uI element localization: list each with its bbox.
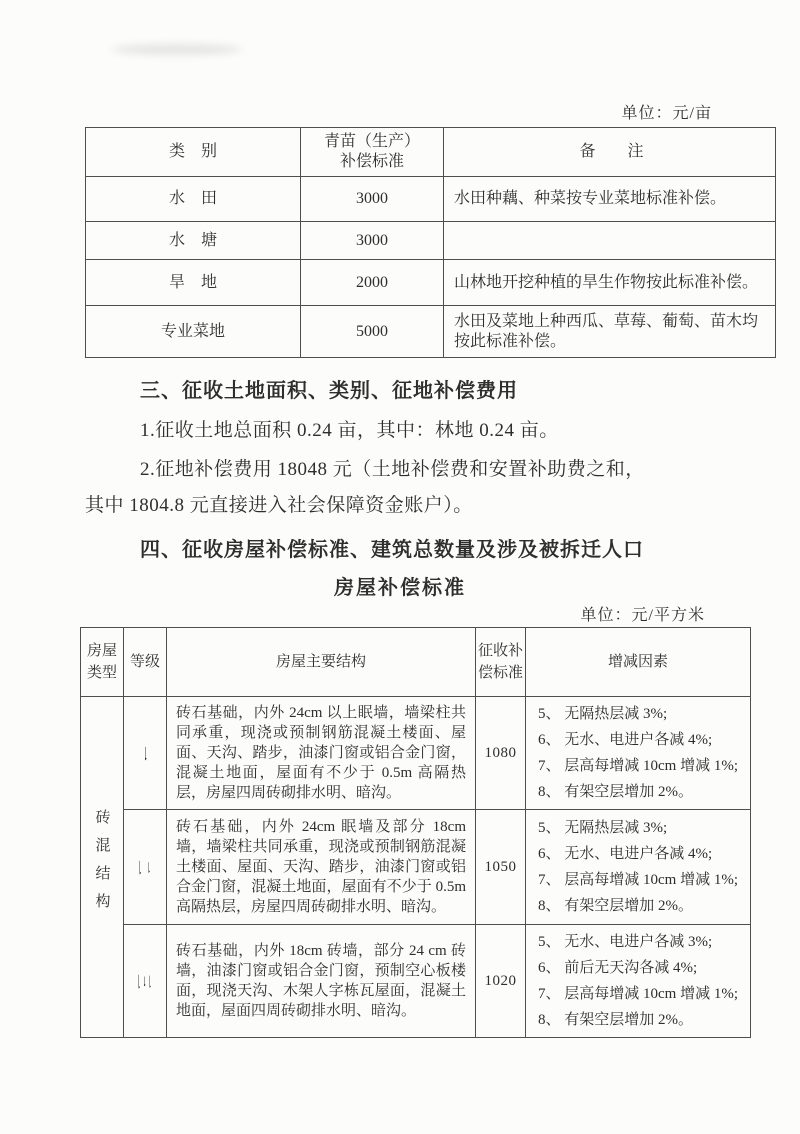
crop-cell-remark: 水田及菜地上种西瓜、草莓、葡萄、苗木均按此标准补偿。 xyxy=(444,306,776,358)
house-header-factors: 增减因素 xyxy=(526,628,751,697)
house-compensation-table xyxy=(80,627,751,1038)
factor-line: 8、 有架空层增加 2%。 xyxy=(538,1012,693,1028)
crop-cell-category: 旱 地 xyxy=(86,260,301,306)
crop-header-standard xyxy=(301,128,444,177)
table-row xyxy=(86,222,776,260)
factors-cell xyxy=(526,697,751,810)
crop-header-remark: 备 注 xyxy=(444,128,776,177)
factor-line: 5、 无水、电进户各减 3%; xyxy=(538,934,713,950)
factors-cell xyxy=(526,925,751,1038)
factor-line: 7、 层高每增减 10cm 增减 1%; xyxy=(538,758,738,774)
house-header-type: 房屋类型 xyxy=(81,628,124,697)
factor-line: 7、 层高每增减 10cm 增减 1%; xyxy=(538,986,738,1002)
structure-cell: 砖石基础，内外 18cm 砖墙，部分 24 cm 砖墙，油漆门窗或铝合金门窗，预制空心板楼面，现浇天沟、木架人字栋瓦屋面，混凝土地面，屋面四周砖砌排水明、暗沟。 xyxy=(167,925,476,1038)
crop-cell-standard: 5000 xyxy=(301,306,444,358)
table-row xyxy=(86,177,776,222)
crop-cell-category: 水 塘 xyxy=(86,222,301,260)
crop-cell-category: 水 田 xyxy=(86,177,301,222)
grade-cell xyxy=(124,697,167,810)
grade-cell xyxy=(124,925,167,1038)
factor-line: 5、 无隔热层减 3%; xyxy=(538,706,668,722)
grade-cell xyxy=(124,810,167,925)
house-type-cell xyxy=(81,697,124,1038)
factors-cell xyxy=(526,810,751,925)
factor-line: 6、 前后无天沟各减 4%; xyxy=(538,960,698,976)
land-area-line: 1.征收土地总面积 0.24 亩，其中：林地 0.24 亩。 xyxy=(140,420,559,441)
crop-compensation-table xyxy=(85,127,776,358)
crop-cell-remark: 山林地开挖种植的旱生作物按此标准补偿。 xyxy=(444,260,776,306)
compensation-fee-line-2: 其中 1804.8 元直接进入社会保障资金账户）。 xyxy=(85,495,473,516)
table-row xyxy=(86,260,776,306)
house-table-title: 房屋补偿标准 xyxy=(334,577,466,599)
crop-cell-standard: 2000 xyxy=(301,260,444,306)
crop-header-category: 类 别 xyxy=(86,128,301,177)
table-row xyxy=(86,306,776,358)
crop-header-standard-line1: 青苗（生产） xyxy=(323,133,420,150)
standard-cell: 1080 xyxy=(476,697,526,810)
factor-line: 6、 无水、电进户各减 4%; xyxy=(538,732,713,748)
table-row xyxy=(81,697,751,810)
house-header-structure: 房屋主要结构 xyxy=(167,628,476,697)
compensation-fee-line-1: 2.征地补偿费用 18048 元（土地补偿费和安置补助费之和， xyxy=(140,459,645,480)
factor-line: 8、 有架空层增加 2%。 xyxy=(538,898,693,914)
factor-line: 7、 层高每增减 10cm 增减 1%; xyxy=(538,872,738,888)
table-row xyxy=(81,925,751,1038)
crop-cell-remark: 水田种藕、种菜按专业菜地标准补偿。 xyxy=(444,177,776,222)
house-header-grade: 等级 xyxy=(124,628,167,697)
crop-cell-remark xyxy=(444,222,776,260)
unit-note-house-table: 单位：元/平方米 xyxy=(580,607,705,624)
grade-label: 三 xyxy=(135,973,152,989)
structure-cell: 砖石基础，内外 24cm 眠墙及部分 18cm 墙，墙梁柱共同承重，现浇或预制钢筋混凝土楼面、屋面、天沟、踏步，油漆门窗或铝合金门窗，混凝土地面，屋面有不少于 0.5m 高隔热层，房屋四周砖砌排水明、暗沟。 xyxy=(167,810,476,925)
table-row xyxy=(81,810,751,925)
standard-cell: 1050 xyxy=(476,810,526,925)
crop-cell-standard: 3000 xyxy=(301,177,444,222)
standard-cell: 1020 xyxy=(476,925,526,1038)
crop-header-standard-line2: 补偿标准 xyxy=(339,153,404,170)
section-three-heading: 三、征收土地面积、类别、征地补偿费用 xyxy=(140,380,518,402)
factor-line: 5、 无隔热层减 3%; xyxy=(538,820,668,836)
house-header-standard: 征收补偿标准 xyxy=(476,628,526,697)
house-type-label: 砖混结构 xyxy=(93,808,110,921)
section-four-heading: 四、征收房屋补偿标准、建筑总数量及涉及被拆迁人口 xyxy=(140,539,644,561)
grade-label: 二 xyxy=(135,859,152,875)
unit-note-crop-table: 单位：元/亩 xyxy=(621,105,712,122)
grade-label: 一 xyxy=(135,745,152,761)
house-table-header-row xyxy=(81,628,751,697)
factor-line: 8、 有架空层增加 2%。 xyxy=(538,784,693,800)
crop-cell-standard: 3000 xyxy=(301,222,444,260)
crop-cell-category: 专业菜地 xyxy=(86,306,301,358)
factor-line: 6、 无水、电进户各减 4%; xyxy=(538,846,713,862)
structure-cell: 砖石基础，内外 24cm 以上眠墙，墙梁柱共同承重，现浇或预制钢筋混凝土楼面、屋面、天沟、踏步，油漆门窗或铝合金门窗，混凝土地面，屋面有不少于 0.5m 高隔热层，房屋四周砖砌排水明、暗沟。 xyxy=(167,697,476,810)
crop-table-header-row xyxy=(86,128,776,177)
scan-artifact xyxy=(112,44,242,55)
